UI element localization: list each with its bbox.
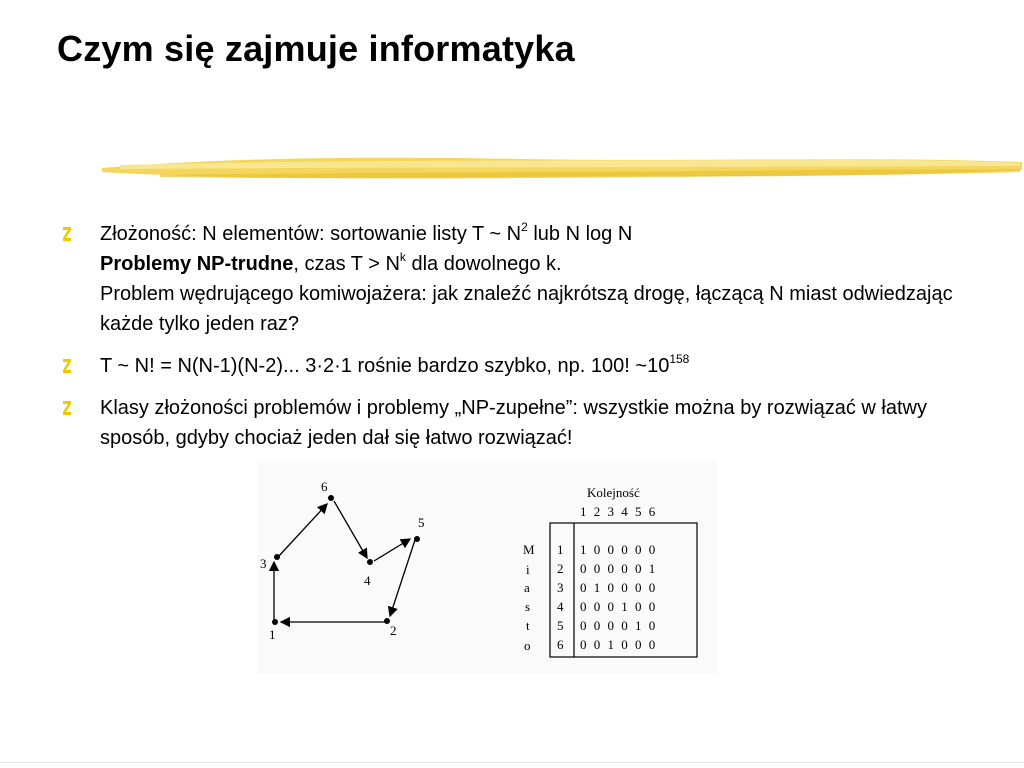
np-hard-term: Problemy NP-trudne — [100, 253, 294, 275]
node-label-4: 4 — [364, 573, 371, 588]
svg-text:4: 4 — [557, 599, 564, 614]
bullet-list — [62, 219, 992, 465]
svg-text:6: 6 — [557, 637, 564, 652]
exponent-158: 158 — [669, 352, 690, 366]
exponent-k: k — [399, 250, 406, 264]
matrix-row: 0 1 0 0 0 0 — [580, 580, 658, 595]
matrix-row: 0 0 0 0 0 1 — [580, 561, 658, 576]
bullet-1-line-2: , czas T > N — [293, 253, 400, 275]
bullet-1-line-3: Problem wędrującego komiwojażera: jak znaleźć najkrótszą drogę, łączącą N miast odwiedzając każde tylko jeden raz? — [100, 283, 953, 335]
yellow-z-marker-icon — [62, 400, 72, 416]
node-label-2: 2 — [390, 623, 397, 638]
svg-text:3: 3 — [557, 580, 564, 595]
svg-text:M: M — [523, 542, 535, 557]
exponent-2: 2 — [521, 220, 528, 234]
node-label-3: 3 — [260, 556, 267, 571]
bullet-complexity-classes — [62, 393, 992, 453]
matrix-row: 0 0 1 0 0 0 — [580, 637, 658, 652]
bullet-2-text: T ~ N! = N(N-1)(N-2)... 3·2·1 rośnie bardzo szybko, np. 100! ~10 — [100, 355, 670, 377]
route-graph — [274, 501, 415, 622]
svg-text:1: 1 — [557, 542, 564, 557]
graph-nodes — [272, 495, 420, 625]
bullet-complexity — [62, 219, 992, 339]
footer-divider — [0, 762, 1024, 763]
svg-text:2: 2 — [557, 561, 564, 576]
matrix-row-numbers — [557, 542, 564, 652]
bullet-factorial — [62, 351, 992, 381]
yellow-brush-stroke — [100, 148, 1024, 188]
svg-text:t: t — [526, 618, 530, 633]
matrix-header: Kolejność — [587, 485, 640, 500]
bullet-1-line-1: Złożoność: N elementów: sortowanie listy T ~ N — [100, 223, 522, 245]
svg-text:a: a — [524, 580, 530, 595]
bullet-3-text: Klasy złożoności problemów i problemy „NP-zupełne”: wszystkie można by rozwiązać w łatwy sposób, gdyby chociaż jeden dał się łatwo rozwiązać! — [100, 397, 927, 449]
matrix-row: 1 0 0 0 0 0 — [580, 542, 658, 557]
node-label-6: 6 — [321, 479, 328, 494]
svg-text:o: o — [524, 638, 531, 653]
tsp-figure — [257, 461, 717, 674]
matrix-row-title — [523, 542, 535, 653]
graph-node-labels — [260, 479, 425, 642]
bullet-1-line-2-tail: dla dowolnego k. — [405, 253, 562, 275]
bullet-1-line-1-tail: lub N log N — [527, 223, 633, 245]
slide-title: Czym się zajmuje informatyka — [57, 28, 575, 69]
node-label-5: 5 — [418, 515, 425, 530]
matrix-row: 0 0 0 1 0 0 — [580, 599, 658, 614]
matrix-column-numbers: 1 2 3 4 5 6 — [580, 504, 658, 519]
node-label-1: 1 — [269, 627, 276, 642]
yellow-z-marker-icon — [62, 358, 72, 374]
svg-text:s: s — [525, 599, 531, 614]
tsp-figure-drawing — [257, 461, 717, 674]
svg-text:i: i — [526, 562, 530, 577]
matrix-rows — [580, 542, 657, 652]
svg-text:5: 5 — [557, 618, 564, 633]
matrix-row: 0 0 0 0 1 0 — [580, 618, 658, 633]
yellow-z-marker-icon — [62, 226, 72, 242]
